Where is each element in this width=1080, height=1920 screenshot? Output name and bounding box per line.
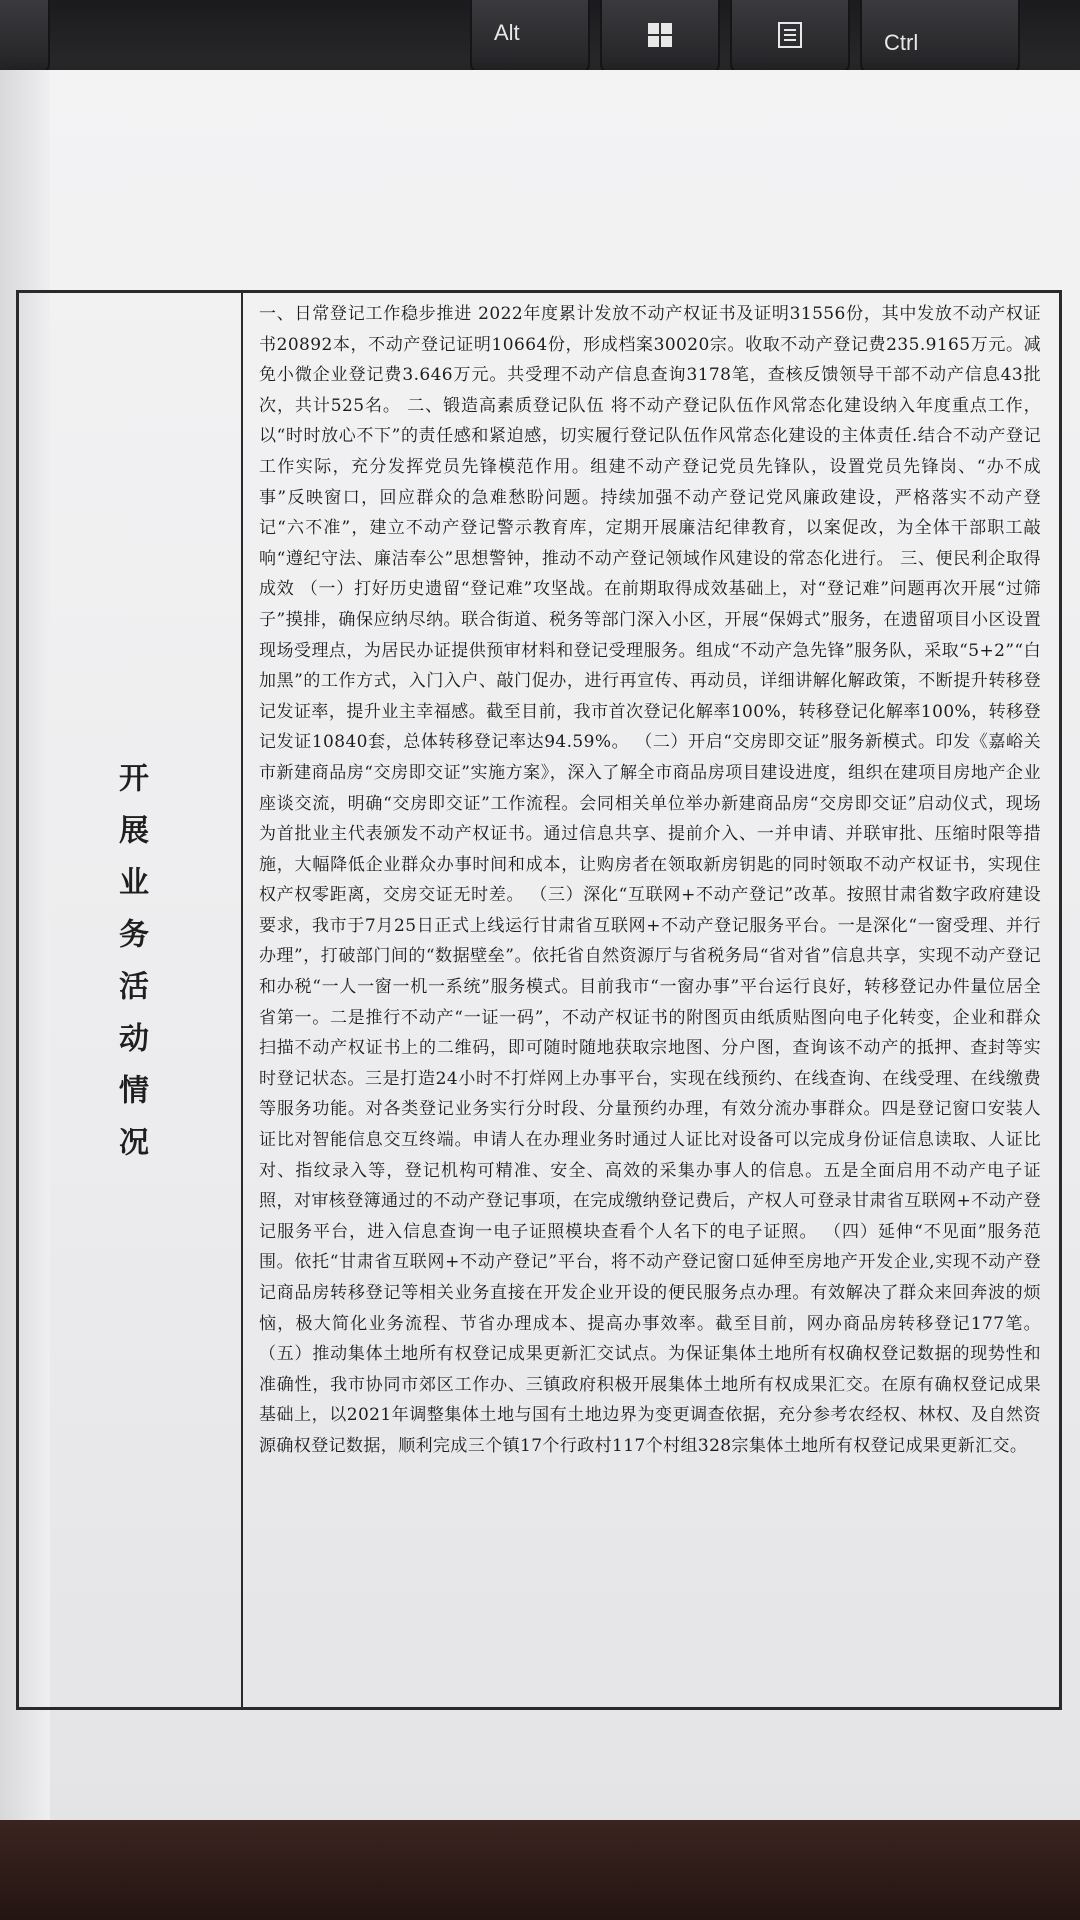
alt-key: [470, 0, 590, 74]
form-row-label-cell: [19, 293, 243, 1707]
paper-sheet: [0, 70, 1080, 1830]
activity-description-text: 一、日常登记工作稳步推进 2022年度累计发放不动产权证书及证明31556份，其中发放不动产权证书20892本，不动产登记证明10664份，形成档案30020宗。收取不动产登记费235.9165万元。减免小微企业登记费3.646万元。共受理不动产信息查询3178笔，查核反馈领导干部不动产信息43批次，共计525名。 二、锻造高素质登记队伍 将不动产登记队伍作风常态化建设纳入年度重点工作，以“时时放心不下”的责任感和紧迫感，切实履行登记队伍作风常态化建设的主体责任.结合不动产登记工作实际，充分发挥党员先锋模范作用。组建不动产登记党员先锋队，设置党员先锋岗、“办不成事”反映窗口，回应群众的急难愁盼问题。持续加强不动产登记党风廉政建设，严格落实不动产登记“六不准”，建立不动产登记警示教育库，定期开展廉洁纪律教育，以案促改，为全体干部职工敲响“遵纪守法、廉洁奉公”思想警钟，推动不动产登记领域作风建设的常态化进行。 三、便民利企取得成效 （一）打好历史遗留“登记难”攻坚战。在前期取得成效基础上，对“登记难”问题再次开展“过筛子”摸排，确保应纳尽纳。联合街道、税务等部门深入小区，开展“保姆式”服务，在遗留项目小区设置现场受理点，为居民办证提供预审材料和登记受理服务。组成“不动产急先锋”服务队，采取“5+2”“白加黑”的工作方式，入门入户、敲门促办，进行再宣传、再动员，详细讲解化解政策，不断提升转移登记发证率，提升业主幸福感。截至目前，我市首次登记化解率100%，转移登记化解率100%，转移登记发证10840套，总体转移登记率达94.59%。 （二）开启“交房即交证”服务新模式。印发《嘉峪关市新建商品房“交房即交证”实施方案》，深入了解全市商品房项目建设进度，组织在建项目房地产企业座谈交流，明确“交房即交证”工作流程。会同相关单位举办新建商品房“交房即交证”启动仪式，现场为首批业主代表颁发不动产权证书。通过信息共享、提前介入、一并申请、并联审批、压缩时限等措施，大幅降低企业群众办事时间和成本，让购房者在领取新房钥匙的同时领取不动产权证书，实现住权产权零距离，交房交证无时差。 （三）深化“互联网+不动产登记”改革。按照甘肃省数字政府建设要求，我市于7月25日正式上线运行甘肃省互联网+不动产登记服务平台。一是深化“一窗受理、并行办理”，打破部门间的“数据壁垒”。依托省自然资源厅与省税务局“省对省”信息共享，实现不动产登记和办税“一人一窗一机一系统”服务模式。目前我市“一窗办事”平台运行良好，转移登记办件量位居全省第一。二是推行不动产“一证一码”，不动产权证书的附图页由纸质贴图向电子化转变，企业和群众扫描不动产权证书上的二维码，即可随时随地获取宗地图、分户图，查询该不动产的抵押、查封等实时登记状态。三是打造24小时不打烊网上办事平台，实现在线预约、在线查询、在线受理、在线缴费等服务功能。对各类登记业务实行分时段、分量预约办理，有效分流办事群众。四是登记窗口安装人证比对智能信息交互终端。申请人在办理业务时通过人证比对设备可以完成身份证信息读取、人证比对、指纹录入等，登记机构可精准、安全、高效的采集办事人的信息。五是全面启用不动产电子证照，对审核登簿通过的不动产登记事项，在完成缴纳登记费后，产权人可登录甘肃省互联网+不动产登记服务平台，进入信息查询一电子证照模块查看个人名下的电子证照。 （四）延伸“不见面”服务范围。依托“甘肃省互联网+不动产登记”平台，将不动产登记窗口延伸至房地产开发企业,实现不动产登记商品房转移登记等相关业务直接在开发企业开设的便民服务点办理。有效解决了群众来回奔波的烦恼，极大简化业务流程、节省办理成本、提高办事效率。截至目前，网办商品房转移登记177笔。 （五）推动集体土地所有权登记成果更新汇交试点。为保证集体土地所有权确权登记数据的现势性和准确性，我市协同市郊区工作办、三镇政府积极开展集体土地所有权成果汇交。在原有确权登记成果基础上，以2021年调整集体土地与国有土地边界为变更调查依据，充分参考农经权、林权、及自然资源确权登记数据，顺利完成三个镇17个行政村117个村组328宗集体土地所有权登记成果更新汇交。: [259, 304, 1041, 1456]
partial-key: [0, 0, 50, 74]
form-row-content-cell: [243, 293, 1059, 1707]
desk-surface: [0, 1820, 1080, 1920]
windows-icon: [647, 22, 673, 48]
section-label: 开展业务活动情况: [113, 762, 148, 1178]
windows-key: [600, 0, 720, 74]
alt-key-label: Alt: [494, 20, 520, 45]
activity-form-table: [16, 290, 1062, 1710]
ctrl-key-label: Ctrl: [884, 30, 919, 55]
menu-icon: [778, 22, 802, 48]
ctrl-key: [860, 0, 1020, 74]
menu-key: [730, 0, 850, 74]
